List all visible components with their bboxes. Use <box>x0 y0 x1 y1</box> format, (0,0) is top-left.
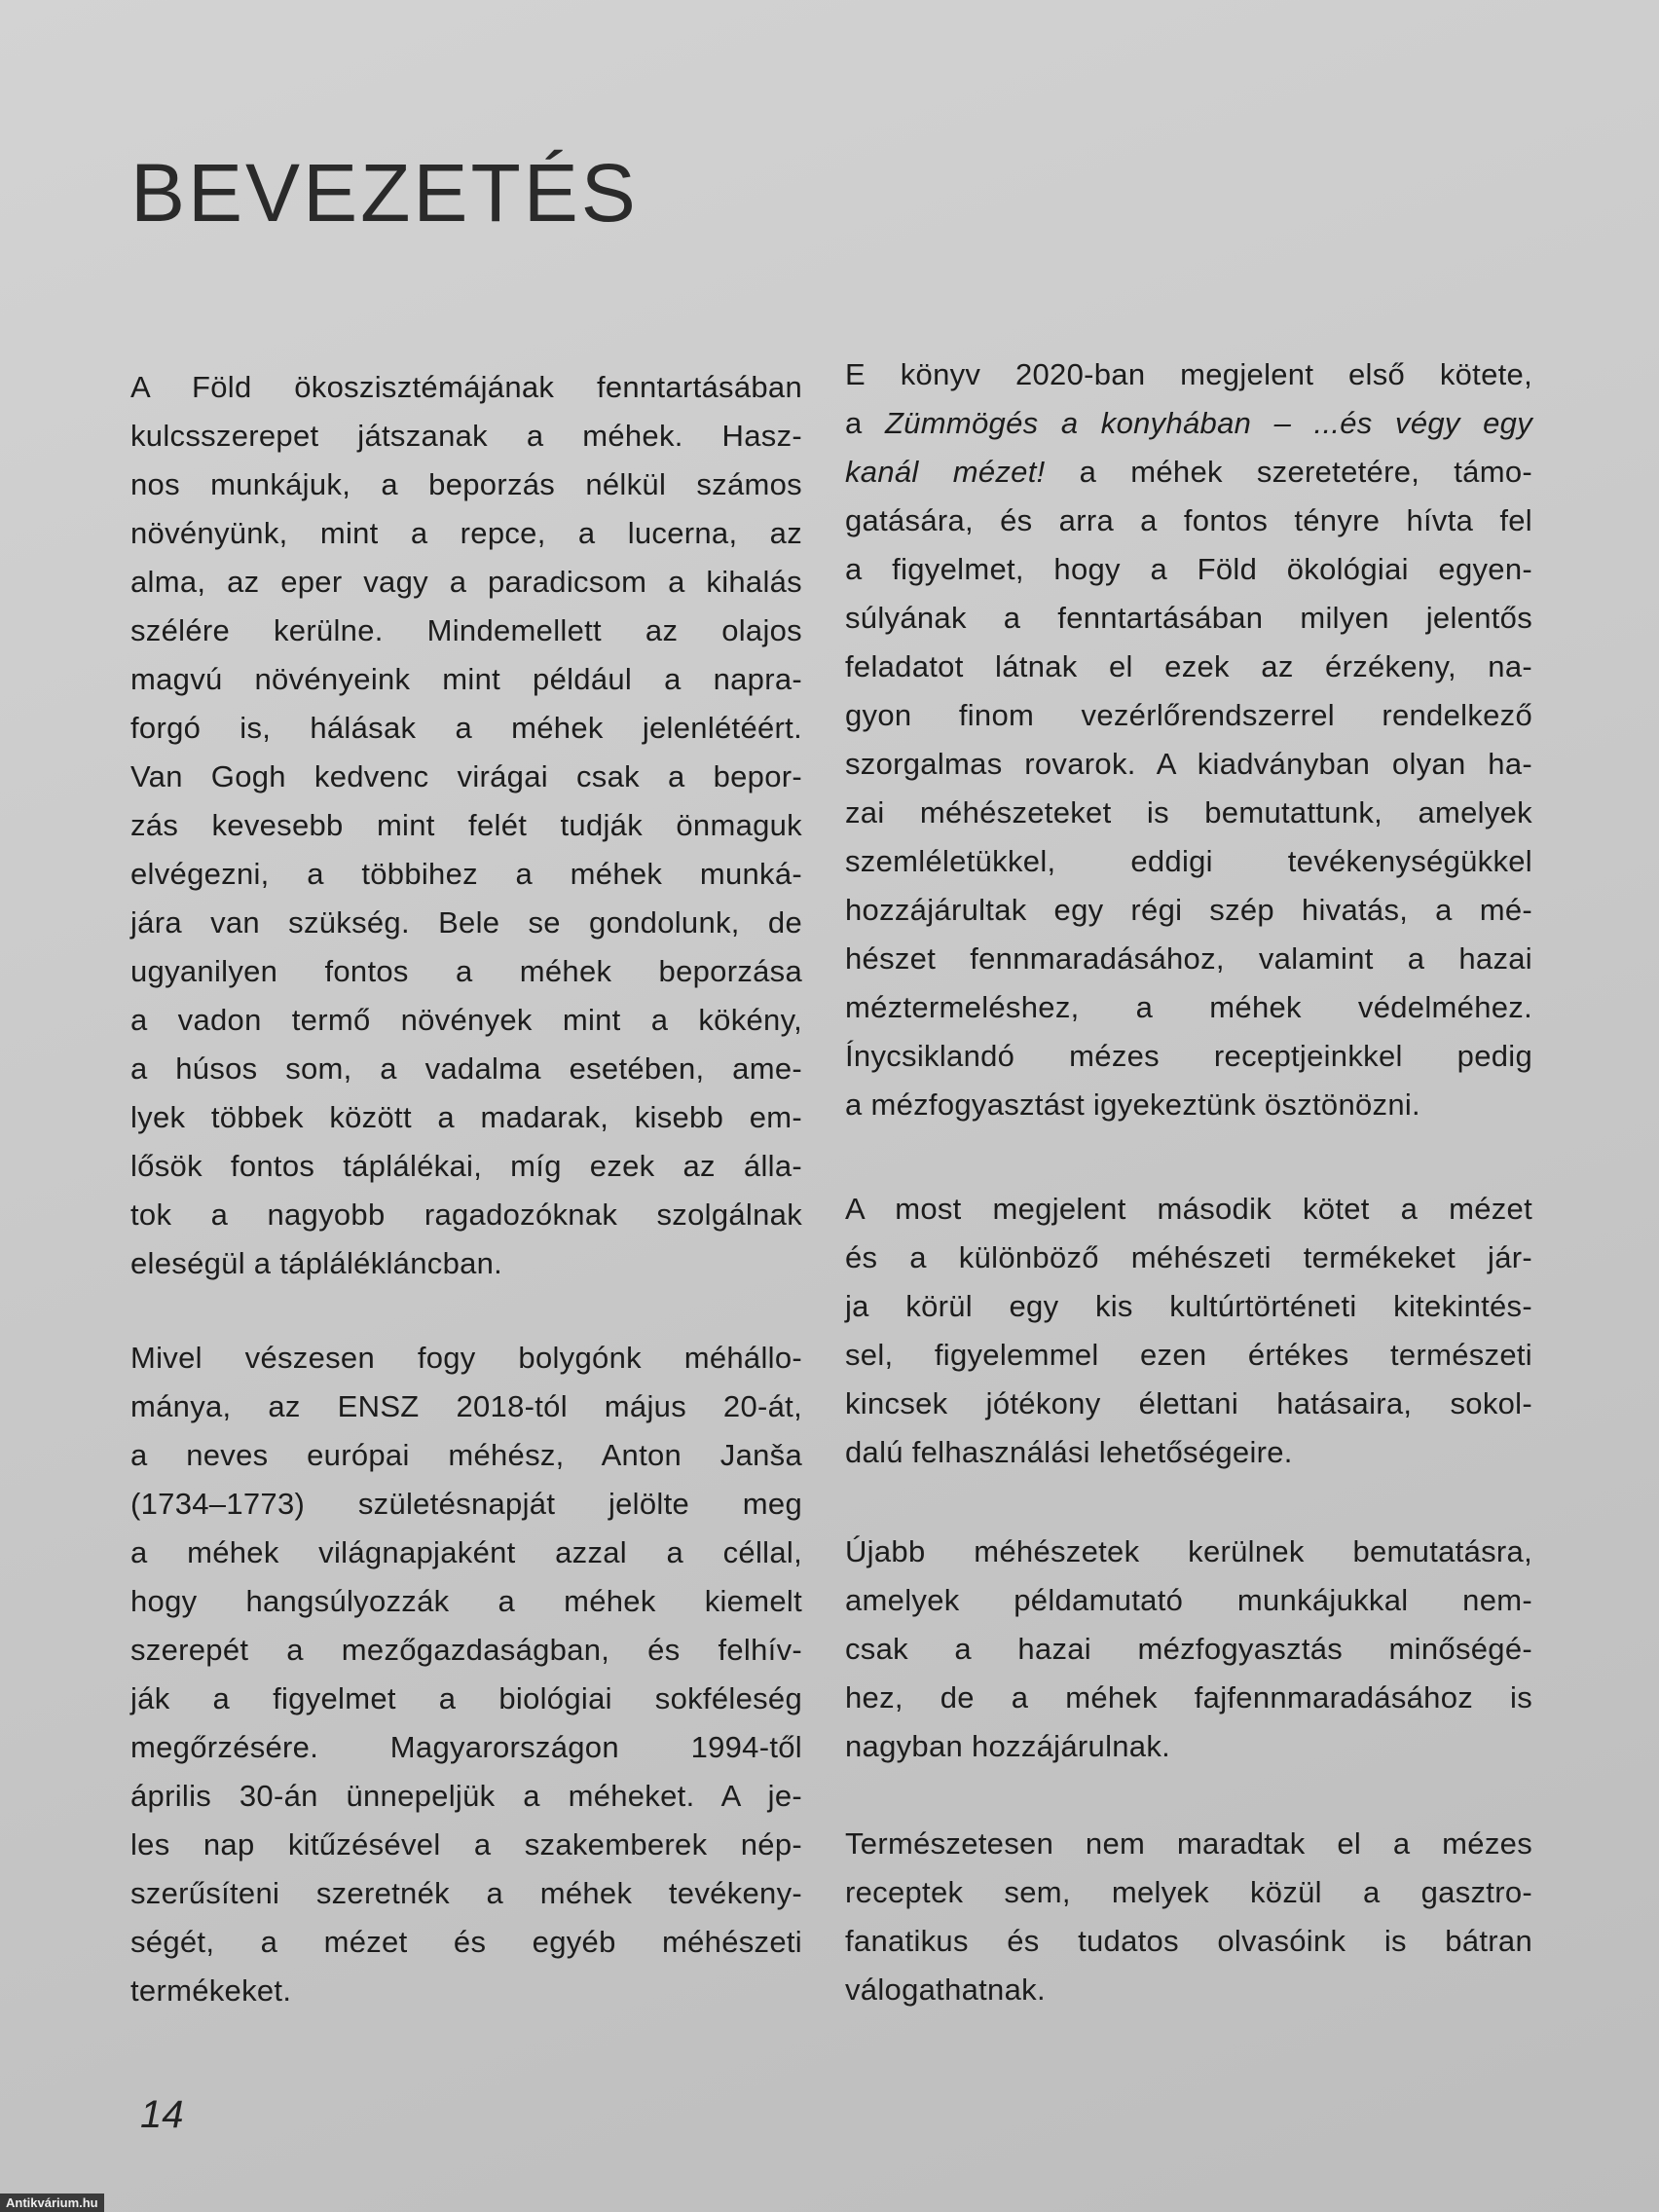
text-line: április 30-án ünnepeljük a méheket. A je- <box>130 1779 802 1813</box>
text-line: a mézfogyasztást igyekeztünk ösztönözni. <box>845 1088 1420 1122</box>
text-line: szerűsíteni szeretnék a méhek tevékeny- <box>130 1876 802 1910</box>
text-segment: a <box>845 406 885 440</box>
text-line: zai méhészeteket is bemutattunk, amelyek <box>845 795 1532 830</box>
text-line: a méhek világnapjaként azzal a céllal, <box>130 1535 802 1569</box>
text-line: megőrzésére. Magyarországon 1994-től <box>130 1730 802 1764</box>
text-line: a neves európai méhész, Anton Janša <box>130 1438 802 1472</box>
text-line <box>845 404 1532 443</box>
watermark: Antikvárium.hu <box>0 2194 104 2212</box>
text-line: kulcsszerepet játszanak a méhek. Hasz- <box>130 419 802 453</box>
text-line: a vadon termő növények mint a kökény, <box>130 1003 802 1037</box>
text-line: A Föld ökoszisztémájának fenntartásában <box>130 370 802 404</box>
text-line: Ínycsiklandó mézes receptjeinkkel pedig <box>845 1039 1532 1073</box>
text-line: hogy hangsúlyozzák a méhek kiemelt <box>130 1584 802 1618</box>
text-line: lyek többek között a madarak, kisebb em- <box>130 1100 802 1134</box>
text-line: szemléletükkel, eddigi tevékenységükkel <box>845 844 1532 878</box>
text-line: ja körül egy kis kultúrtörténeti kitekintés- <box>845 1289 1532 1323</box>
italic-book-title: Zümmögés a konyhában – ...és végy egy <box>884 406 1532 440</box>
text-line: csak a hazai mézfogyasztás minőségé- <box>845 1632 1532 1666</box>
text-line: sel, figyelemmel ezen értékes természeti <box>845 1338 1532 1372</box>
text-line: eleségül a táplálékláncban. <box>130 1246 503 1280</box>
text-line: jára van szükség. Bele se gondolunk, de <box>130 905 802 940</box>
text-line: nagyban hozzájárulnak. <box>845 1729 1171 1763</box>
text-line: feladatot látnak el ezek az érzékeny, na- <box>845 649 1532 683</box>
text-line: dalú felhasználási lehetőségeire. <box>845 1435 1293 1469</box>
text-line: tok a nagyobb ragadozóknak szolgálnak <box>130 1198 802 1232</box>
page-number: 14 <box>140 2093 184 2136</box>
text-segment: a méhek szeretetére, támo- <box>1045 455 1532 489</box>
text-line: fanatikus és tudatos olvasóink is bátran <box>845 1924 1532 1958</box>
text-line: gatására, és arra a fontos tényre hívta fel <box>845 503 1532 537</box>
text-line: Mivel vészesen fogy bolygónk méhállo- <box>130 1341 802 1375</box>
text-line: zás kevesebb mint felét tudják önmaguk <box>130 808 802 842</box>
text-line: ják a figyelmet a biológiai sokféleség <box>130 1681 802 1715</box>
text-line: forgó is, hálásak a méhek jelenlétéért. <box>130 711 802 745</box>
text-line: a húsos som, a vadalma esetében, ame- <box>130 1051 802 1086</box>
text-line: kincsek jótékony élettani hatásaira, sokol- <box>845 1386 1532 1420</box>
text-line: Újabb méhészetek kerülnek bemutatásra, <box>845 1534 1532 1568</box>
text-line: elvégezni, a többihez a méhek munká- <box>130 857 802 891</box>
text-line: gyon finom vezérlőrendszerrel rendelkező <box>845 698 1532 732</box>
text-line: mánya, az ENSZ 2018-tól május 20-át, <box>130 1389 802 1423</box>
text-line: amelyek példamutató munkájukkal nem- <box>845 1583 1532 1617</box>
text-line: ugyanilyen fontos a méhek beporzása <box>130 954 802 988</box>
text-line: méztermeléshez, a méhek védelméhez. <box>845 990 1532 1024</box>
text-line: a figyelmet, hogy a Föld ökológiai egyen- <box>845 552 1532 586</box>
text-line: Természetesen nem maradtak el a mézes <box>845 1826 1532 1861</box>
text-line: szorgalmas rovarok. A kiadványban olyan ha- <box>845 747 1532 781</box>
text-line: növényünk, mint a repce, a lucerna, az <box>130 516 802 550</box>
text-line: és a különböző méhészeti termékeket jár- <box>845 1240 1532 1274</box>
text-line: válogathatnak. <box>845 1972 1046 2007</box>
text-line: ségét, a mézet és egyéb méhészeti <box>130 1925 802 1959</box>
italic-book-title: kanál mézet! <box>845 455 1046 489</box>
text-line <box>845 453 1532 492</box>
text-line: E könyv 2020-ban megjelent első kötete, <box>845 357 1532 391</box>
text-line: hészet fennmaradásához, valamint a hazai <box>845 941 1532 976</box>
text-line: (1734–1773) születésnapját jelölte meg <box>130 1487 802 1521</box>
text-line: termékeket. <box>130 1973 292 2008</box>
text-line: hozzájárultak egy régi szép hivatás, a mé- <box>845 893 1532 927</box>
text-line: lősök fontos táplálékai, míg ezek az álla- <box>130 1149 802 1183</box>
text-line: receptek sem, melyek közül a gasztro- <box>845 1875 1532 1909</box>
text-line: Van Gogh kedvenc virágai csak a bepor- <box>130 759 802 793</box>
text-line: szélére kerülne. Mindemellett az olajos <box>130 613 802 647</box>
text-line: nos munkájuk, a beporzás nélkül számos <box>130 467 802 501</box>
text-line: súlyának a fenntartásában milyen jelentős <box>845 601 1532 635</box>
text-line: szerepét a mezőgazdaságban, és felhív- <box>130 1633 802 1667</box>
text-line: A most megjelent második kötet a mézet <box>845 1192 1532 1226</box>
page-title: BEVEZETÉS <box>130 147 639 239</box>
text-line: magvú növényeink mint például a napra- <box>130 662 802 696</box>
text-line: alma, az eper vagy a paradicsom a kihalás <box>130 565 802 599</box>
text-line: hez, de a méhek fajfennmaradásához is <box>845 1680 1532 1714</box>
text-line: les nap kitűzésével a szakemberek nép- <box>130 1827 802 1862</box>
